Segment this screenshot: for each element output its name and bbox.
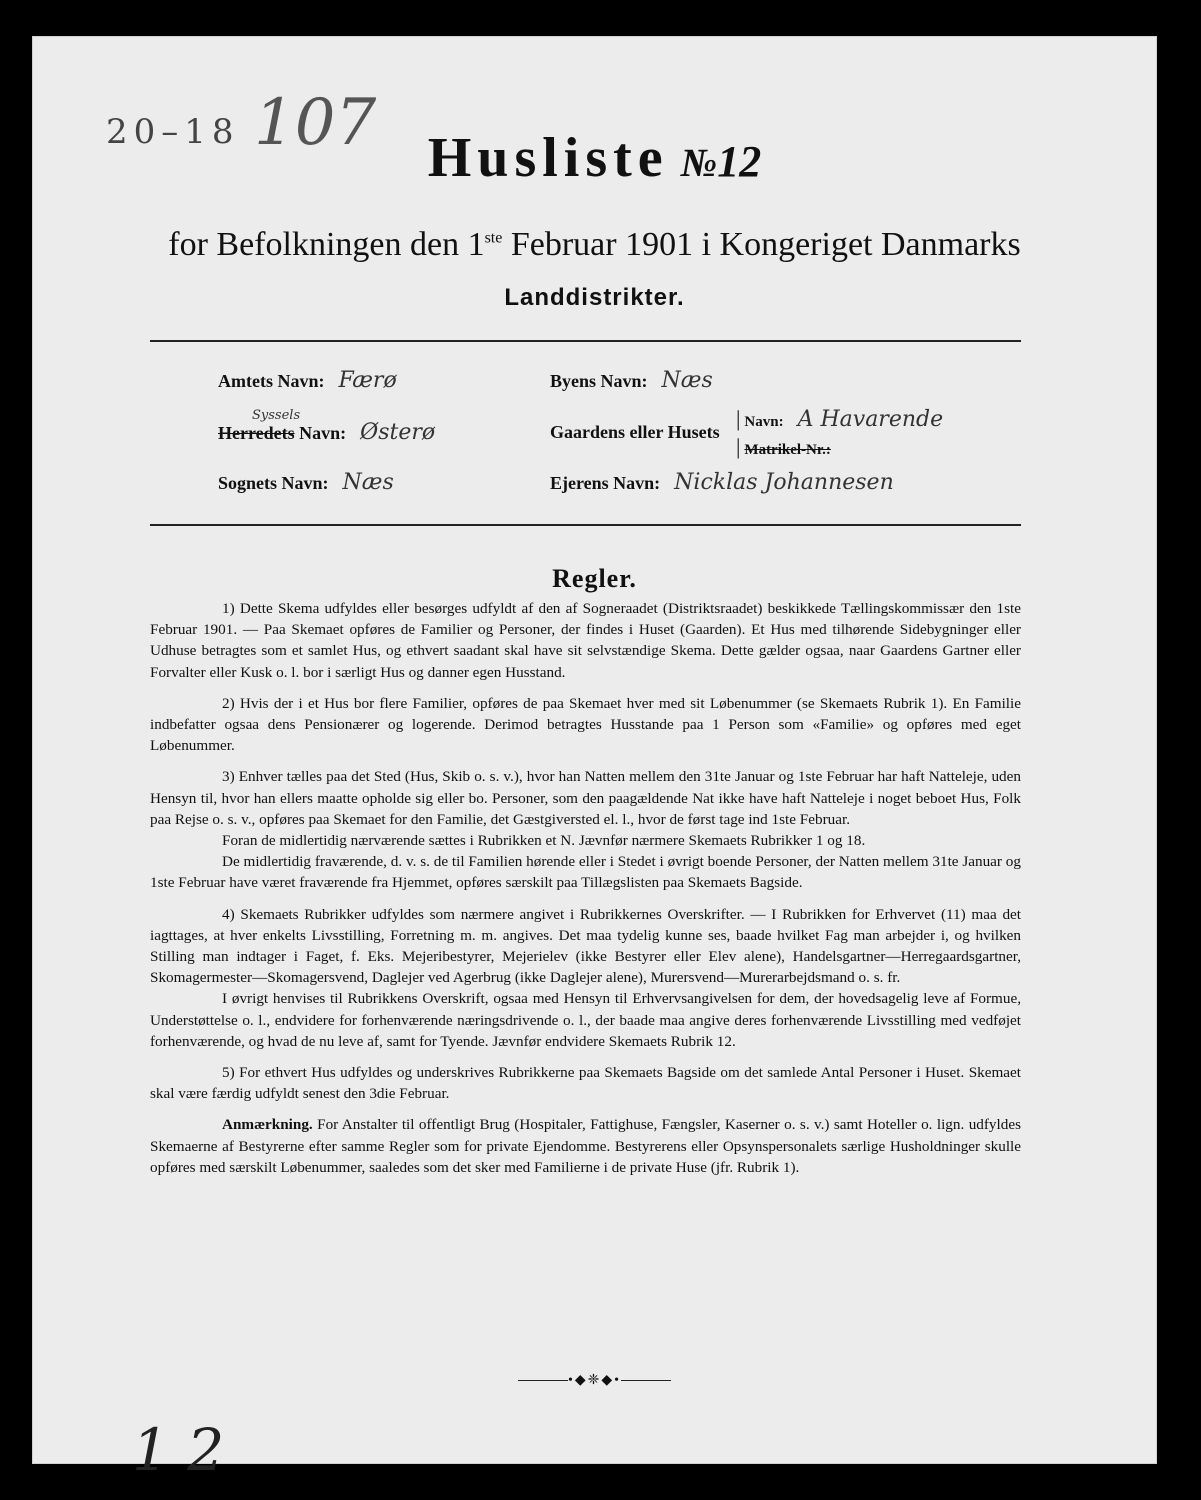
rule-3b: Foran de midlertidig nærværende sættes i Rubrikken et N. Jævnfør nærmere Skemaets Rubrikker 1 og 18. [222,832,866,850]
sogn-field [218,470,394,495]
bottom-rule [150,524,1021,526]
matrikel-field: | Matrikel-Nr.: [736,434,831,459]
rules-heading: Regler. [552,564,637,593]
rules-body [150,598,1021,1188]
sogn-label: Sognets Navn: [218,473,329,493]
rule-4a: 4) Skemaets Rubrikker udfyldes som nærmere angivet i Rubrikkernes Overskrifter. — I Rubrikken for Erhvervet (11) maa det iagttages, at hver enkelts Livsstilling, Forretning m. m. angives. Det maa tydelig kunne ses, baade hvilket Fag man arbejder i, og hvilken Stilling man indtager i Faget, f. Eks. Mejeribestyrer, Mejerielev (ikke Bestyrer eller Elev alene), Handelsgartner—Herregaardsgartner, Skomagermester—Skomagersvend, Daglejer ved Agerbrug (ikke Daglejer alene), Murersvend—Murerarbejdsmand o. s. fr. [150,905,1021,987]
note-label: Anmærkning. [222,1116,313,1134]
sogn-value: Næs [342,470,394,495]
navn-value: A Havarende [797,407,944,432]
number-value: 12 [717,137,762,186]
by-field [550,368,713,393]
herred-label: Navn: [294,423,347,443]
ejer-field [550,470,894,495]
subtitle [32,226,1157,264]
ornament [32,1372,1157,1389]
rule-2: 2) Hvis der i et Hus bor flere Familier, opføres de paa Skemaet hver med sit Løbenummer (se Skemaets Rubrik 1). En Familie indbefatter ogsaa dens Pensionærer og logerende. Derimod betragtes Husstande paa 1 Person som «Familie» og opføres med eget Løbenummer. [150,694,1021,755]
top-left-number: 20–18 [106,112,240,152]
top-handwritten-number: 107 [254,86,377,160]
by-value: Næs [661,368,713,393]
rule-1: 1) Dette Skema udfyldes eller besørges udfyldt af den af Sogneraadet (Distriktsraadet) beskikkede Tællingskommissær den 1ste Februar 1901. — Paa Skemaet opføres de Familier og Personer, der findes i Huset (Gaarden). Et Hus med tilhørende Sidebygninger eller Udhuse betragtes som et samlet Hus, og ethvert saadant skal have sit selvstændige Skema. Dette gælder ogsaa, naar Gaardens Gartner eller Forvalter eller Kusk o. l. bor i særligt Hus og danner egen Husstand. [150,600,1021,681]
note-text: For Anstalter til offentligt Brug (Hospitaler, Fattighuse, Fængsler, Kaserner o. s. v.) samt Hoteller o. lign. udfyldes Skemaerne af Bestyrerne efter samme Regler som for private Ejendomme. Bestyrerens eller Opsynspersonalets særlige Husholdninger skulle opføres med særskilt Løbenummer, saaledes som det sker med Familierne i de private Huse (jfr. Rubrik 1). [150,1116,1021,1176]
subtitle-pre: for Befolkningen den 1 [168,226,485,263]
bottom-handwritten-number: 1 2 [132,1416,225,1484]
amt-value: Færø [338,368,397,393]
ornament-glyph: •◆❈◆• [567,1373,622,1388]
page-title [32,126,1157,190]
top-rule [150,340,1021,342]
ejer-label: Ejerens Navn: [550,473,661,493]
rule-3c: De midlertidig fraværende, d. v. s. de til Familien hørende eller i Stedet i øvrigt boende Personer, der Natten mellem 31te Januar og 1ste Februar have været fraværende fra Hjemmet, opføres særskilt paa Tillægslisten paa Skemaets Bagside. [150,853,1021,892]
amt-field [218,368,397,393]
amt-label: Amtets Navn: [218,371,325,391]
form-sheet [32,36,1157,1484]
herred-note: Syssels [252,408,301,423]
navn-label: Navn: [744,414,784,430]
subtitle-post: Februar 1901 i Kongeriget Danmarks [502,226,1021,263]
subtitle-sup: ste [484,229,503,247]
note [150,1114,1021,1178]
number-label: № [680,140,718,185]
title-text: Husliste [427,127,669,189]
herred-label-struck: Herredets [218,423,295,443]
rule-3a: 3) Enhver tælles paa det Sted (Hus, Skib o. s. v.), hvor han Natten mellem den 31te Januar og 1ste Februar har haft Natteleje, uden Hensyn til, hvor han ellers maatte opholde sig eller bo. Personer, som den paagældende Nat ikke have haft Natteleje i noget beboet Hus, Folk paa Rejse o. s. v., opføres paa Skemaet for den Familie, det Gæstgiversted el. l., hvor de først tage ind 1ste Februar. [150,768,1021,828]
by-label: Byens Navn: [550,371,648,391]
herred-field [218,420,435,445]
gaard-field [550,422,720,443]
gaard-label: Gaardens eller Husets [550,422,720,442]
ejer-value: Nicklas Johannesen [674,470,894,495]
rule-4b: I øvrigt henvises til Rubrikkens Overskrift, ogsaa med Hensyn til Erhvervsangivelsen for dem, der hovedsagelig leve af Formue, Understøttelse o. l., endvidere for forhenværende næringsdrivende o. l., der baade maa angive deres forhenværende Livsstilling med vedføjet forhenværende, og hvad de nu leve af, samt for Tyende. Jævnfør endvidere Skemaets Rubrik 12. [150,990,1021,1050]
rule-5: 5) For ethvert Hus udfyldes og underskrives Rubrikkerne paa Skemaets Bagside om det samlede Antal Personer i Huset. Skemaet skal være færdig udfyldt senest den 3die Februar. [150,1064,1021,1103]
navn-field: | Navn: A Havarende [736,406,944,432]
matrikel-label: Matrikel-Nr.: [744,442,831,458]
herred-value: Østerø [360,420,436,445]
district-heading: Landdistrikter. [504,284,685,311]
